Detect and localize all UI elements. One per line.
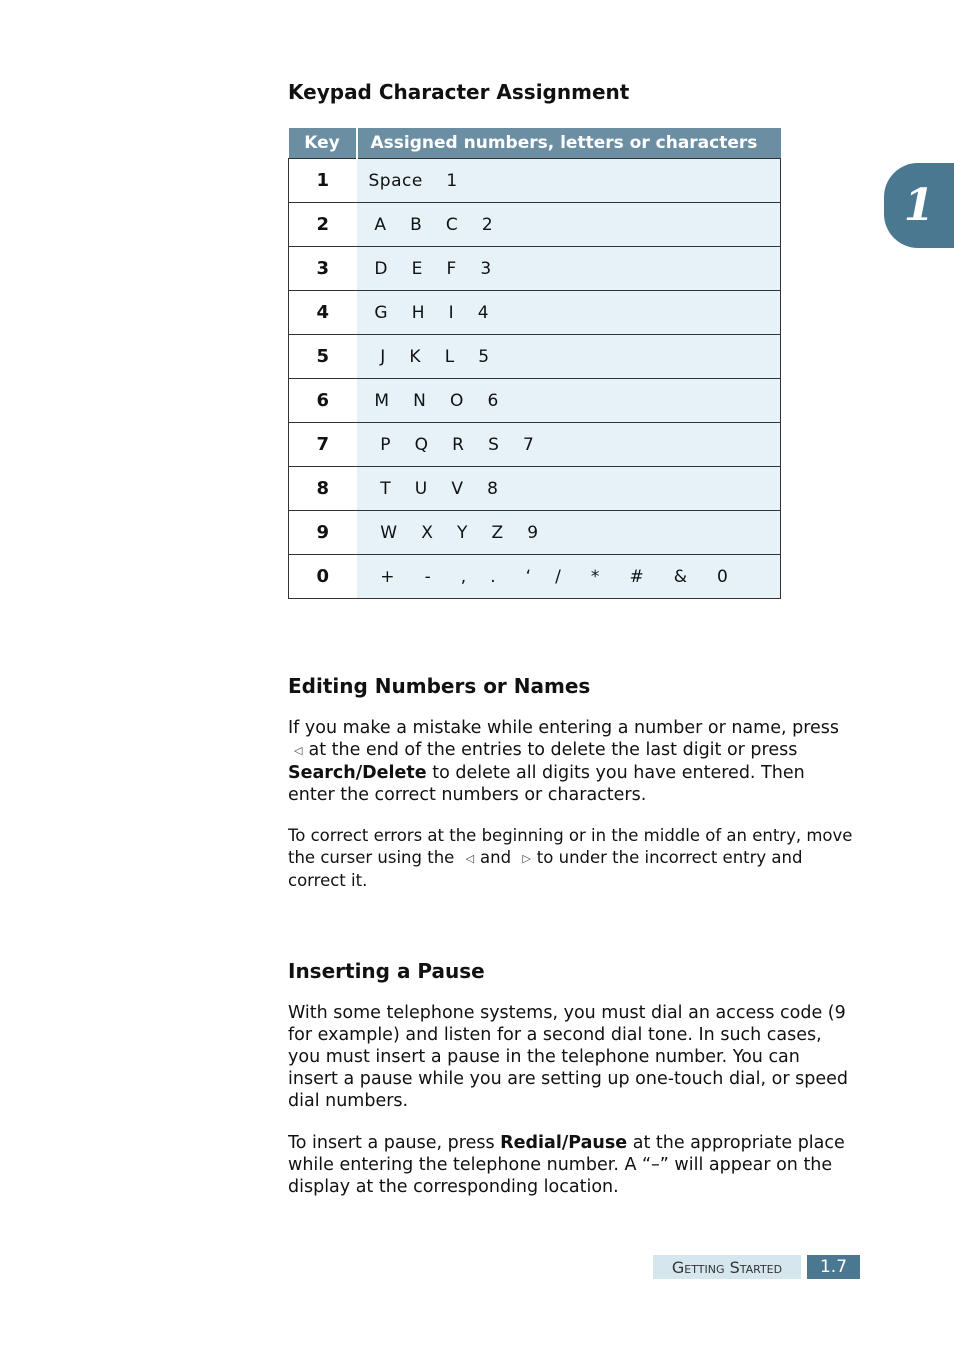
editing-text: to under the incorrect entry and correct it. [288, 848, 803, 890]
table-row [289, 379, 781, 423]
editing-paragraph-2 [288, 825, 853, 892]
chars-cell: T U V 8 [357, 467, 781, 511]
keypad-table [288, 128, 781, 599]
right-arrow-icon: ▷ [522, 852, 531, 865]
key-cell: 0 [289, 555, 357, 599]
key-cell: 9 [289, 511, 357, 555]
key-cell: 5 [289, 335, 357, 379]
chars-cell: Space 1 [357, 159, 781, 203]
editing-section-title: Editing Numbers or Names [288, 674, 591, 698]
key-cell: 3 [289, 247, 357, 291]
chapter-tab [884, 163, 954, 248]
key-cell: 6 [289, 379, 357, 423]
editing-text: to delete all digits you have entered. Then enter the correct numbers or characters. [288, 763, 805, 805]
chars-cell: W X Y Z 9 [357, 511, 781, 555]
table-row [289, 247, 781, 291]
keypad-section-title: Keypad Character Assignment [288, 80, 630, 104]
editing-paragraph-1 [288, 717, 853, 806]
key-cell: 1 [289, 159, 357, 203]
table-row [289, 159, 781, 203]
pause-text: at the appropriate place while entering the telephone number. A “–” will appear on the display at the corresponding location. [288, 1133, 845, 1197]
editing-text: and [480, 848, 512, 867]
chars-cell: A B C 2 [357, 203, 781, 247]
table-row [289, 335, 781, 379]
table-row [289, 511, 781, 555]
key-cell: 2 [289, 203, 357, 247]
key-cell: 4 [289, 291, 357, 335]
table-row [289, 423, 781, 467]
table-row [289, 555, 781, 599]
footer-page-number: 1.7 [807, 1255, 860, 1279]
chars-cell: J K L 5 [357, 335, 781, 379]
chars-cell: G H I 4 [357, 291, 781, 335]
chars-cell: M N O 6 [357, 379, 781, 423]
search-delete-label: Search/Delete [288, 763, 427, 783]
chars-cell: + - , . ‘ / * # & 0 [357, 555, 781, 599]
table-row [289, 467, 781, 511]
redial-pause-label: Redial/Pause [500, 1133, 628, 1153]
chapter-number: 1 [903, 180, 935, 231]
key-cell: 8 [289, 467, 357, 511]
editing-text: To correct errors at the beginning or in the middle of an entry, move the curser using the [288, 826, 853, 867]
pause-paragraph-2 [288, 1132, 853, 1198]
pause-text: To insert a pause, press [288, 1133, 495, 1153]
chars-column-header: Assigned numbers, letters or characters [357, 128, 781, 159]
table-row [289, 203, 781, 247]
chars-cell: P Q R S 7 [357, 423, 781, 467]
key-column-header: Key [289, 128, 357, 159]
pause-section-title: Inserting a Pause [288, 959, 485, 983]
editing-text: at the end of the entries to delete the last digit or press [308, 740, 798, 760]
chars-cell: D E F 3 [357, 247, 781, 291]
editing-text: If you make a mistake while entering a number or name, press [288, 718, 840, 738]
footer-section-name: Getting Started [653, 1255, 801, 1279]
pause-paragraph-1: With some telephone systems, you must dial an access code (9 for example) and listen for a second dial tone. In such cases, you must insert a pause in the telephone number. You can insert a pause while you are setting up one-touch dial, or speed dial numbers. [288, 1003, 848, 1111]
table-header-row [289, 128, 781, 159]
table-row [289, 291, 781, 335]
left-arrow-icon: ◁ [465, 852, 475, 865]
left-arrow-icon: ◁ [294, 744, 303, 757]
key-cell: 7 [289, 423, 357, 467]
